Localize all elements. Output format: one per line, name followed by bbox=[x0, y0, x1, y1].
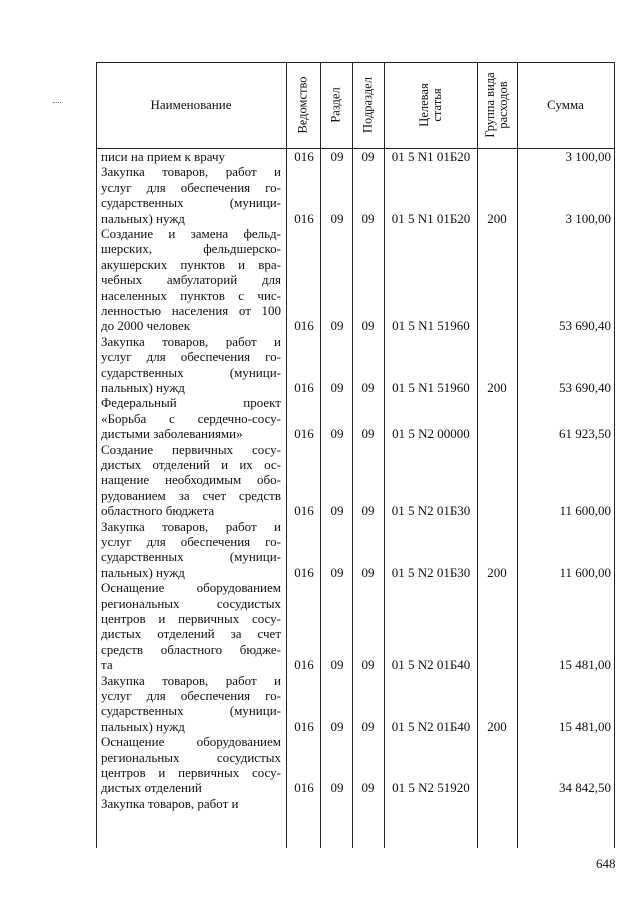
header-name-label: Наименование bbox=[150, 97, 232, 112]
row-name bbox=[101, 334, 281, 396]
row-vedomstvo: 016 bbox=[294, 718, 314, 734]
row-vedomstvo: 016 bbox=[294, 780, 314, 796]
row-razdel: 09 bbox=[330, 657, 344, 673]
row-celevaya: 01 5 N1 01Б20 bbox=[391, 149, 471, 164]
header-podrazdel bbox=[352, 62, 384, 148]
table-row bbox=[96, 395, 615, 441]
row-razdel: 09 bbox=[330, 149, 344, 164]
row-podrazdel: 09 bbox=[361, 210, 375, 226]
row-name bbox=[101, 734, 281, 796]
row-vedomstvo: 016 bbox=[294, 503, 314, 519]
row-vedomstvo: 016 bbox=[294, 379, 314, 395]
row-vedomstvo: 016 bbox=[294, 657, 314, 673]
budget-table bbox=[96, 62, 615, 848]
row-summa: 34 842,50 bbox=[559, 780, 611, 796]
row-celevaya: 01 5 N1 51960 bbox=[392, 379, 470, 395]
table-row bbox=[96, 164, 615, 226]
header-celevaya bbox=[384, 62, 477, 148]
row-name-line: дистых отделений за счет bbox=[101, 626, 281, 642]
row-podrazdel: 09 bbox=[361, 657, 375, 673]
row-razdel: 09 bbox=[330, 379, 344, 395]
row-name-line: дистыми заболеваниями» bbox=[101, 426, 243, 442]
row-name bbox=[101, 395, 281, 441]
row-name-line: Закупка товаров, работ и bbox=[101, 164, 281, 180]
row-name-line: «Борьба с сердечно-сосу- bbox=[101, 410, 281, 426]
row-celevaya: 01 5 N2 51920 bbox=[392, 780, 470, 796]
row-summa: 11 600,00 bbox=[559, 564, 611, 580]
header-podrazdel-label: Подраздел bbox=[360, 77, 375, 133]
row-summa: 53 690,40 bbox=[559, 318, 611, 334]
row-vedomstvo: 016 bbox=[294, 564, 314, 580]
header-summa-label: Сумма bbox=[547, 97, 584, 112]
row-gruppa: 200 bbox=[487, 210, 507, 226]
row-name-line: Закупка товаров, работ и bbox=[101, 672, 281, 688]
row-podrazdel: 09 bbox=[361, 149, 375, 164]
row-name-line: населенных пунктов с чис- bbox=[101, 287, 281, 303]
row-name-line: пальных) нужд bbox=[101, 564, 185, 580]
row-name-line: региональных сосудистых bbox=[101, 749, 281, 765]
row-razdel: 09 bbox=[330, 564, 344, 580]
row-celevaya: 01 5 N2 01Б30 bbox=[391, 564, 471, 580]
row-gruppa: 200 bbox=[487, 718, 507, 734]
row-podrazdel: 09 bbox=[361, 780, 375, 796]
row-name bbox=[101, 673, 281, 735]
row-name-line: дистых отделений bbox=[101, 780, 202, 796]
header-razdel bbox=[320, 62, 352, 148]
row-name-line: до 2000 человек bbox=[101, 318, 191, 334]
row-name bbox=[101, 796, 281, 811]
row-summa: 11 600,00 bbox=[559, 503, 611, 519]
row-name-line: услуг для обеспечения го- bbox=[101, 534, 281, 549]
row-celevaya: 01 5 N1 01Б20 bbox=[391, 210, 471, 226]
row-razdel: 09 bbox=[330, 426, 344, 442]
row-name-line: Создание первичных сосу- bbox=[101, 441, 281, 457]
row-podrazdel: 09 bbox=[361, 718, 375, 734]
header-razdel-label: Раздел bbox=[328, 87, 343, 123]
row-name-line: областного бюджета bbox=[101, 503, 215, 519]
row-name-line: пальных) нужд bbox=[101, 718, 185, 734]
table-row bbox=[96, 673, 615, 735]
row-name bbox=[101, 580, 281, 672]
row-name-line: центров и первичных сосу- bbox=[101, 765, 281, 780]
table-row bbox=[96, 580, 615, 672]
row-name bbox=[101, 149, 281, 164]
row-name bbox=[101, 519, 281, 581]
row-name-line: писи на прием к врачу bbox=[101, 149, 226, 164]
row-summa: 53 690,40 bbox=[559, 379, 611, 395]
table-row bbox=[96, 519, 615, 581]
row-podrazdel: 09 bbox=[361, 318, 375, 334]
row-summa: 3 100,00 bbox=[565, 149, 611, 164]
page-number: 648 bbox=[596, 856, 616, 871]
margin-mark bbox=[53, 102, 61, 103]
row-podrazdel: 09 bbox=[361, 426, 375, 442]
row-name-line: услуг для обеспечения го- bbox=[101, 349, 281, 365]
header-celevaya-line1: Целевая bbox=[416, 83, 431, 127]
row-name-line: услуг для обеспечения го- bbox=[101, 688, 281, 703]
row-name-line: Федеральный проект bbox=[101, 395, 281, 411]
row-podrazdel: 09 bbox=[361, 564, 375, 580]
row-name-line: услуг для обеспечения го- bbox=[101, 179, 281, 195]
row-razdel: 09 bbox=[330, 718, 344, 734]
table-row bbox=[96, 734, 615, 796]
row-name-line: сударственных (муници- bbox=[101, 549, 281, 565]
table-row bbox=[96, 796, 615, 811]
table-row bbox=[96, 442, 615, 519]
table-row bbox=[96, 149, 615, 164]
row-name-line: региональных сосудистых bbox=[101, 595, 281, 611]
row-name-line: Оснащение оборудованием bbox=[101, 580, 281, 596]
row-name-line: рудованием за счет средств bbox=[101, 487, 281, 503]
row-summa: 15 481,00 bbox=[559, 657, 611, 673]
row-name bbox=[101, 226, 281, 334]
row-name-line: сударственных (муници- bbox=[101, 703, 281, 719]
row-razdel: 09 bbox=[330, 318, 344, 334]
row-name-line: шерских, фельдшерско- bbox=[101, 241, 281, 257]
row-name bbox=[101, 442, 281, 519]
header-gruppa bbox=[477, 62, 517, 148]
row-name-line: центров и первичных сосу- bbox=[101, 611, 281, 626]
row-summa: 15 481,00 bbox=[559, 718, 611, 734]
row-name bbox=[101, 164, 281, 226]
header-celevaya-label bbox=[418, 83, 444, 126]
row-name-line: Создание и замена фельд- bbox=[101, 226, 281, 241]
row-vedomstvo: 016 bbox=[294, 210, 314, 226]
row-name-line: Оснащение оборудованием bbox=[101, 734, 281, 750]
row-name-line: та bbox=[101, 657, 113, 673]
row-name-line: акушерских пунктов и вра- bbox=[101, 256, 281, 272]
row-name-line: Закупка товаров, работ и bbox=[101, 518, 281, 534]
row-celevaya: 01 5 N2 00000 bbox=[392, 426, 470, 442]
row-name-line: дистых отделений и их ос- bbox=[101, 457, 281, 472]
header-vedomstvo-label: Ведомство bbox=[295, 76, 310, 134]
table-row bbox=[96, 226, 615, 334]
row-name-line: сударственных (муници- bbox=[101, 364, 281, 380]
header-gruppa-label bbox=[484, 72, 510, 137]
header-name bbox=[96, 62, 286, 148]
row-celevaya: 01 5 N1 51960 bbox=[392, 318, 470, 334]
row-celevaya: 01 5 N2 01Б40 bbox=[391, 657, 471, 673]
table-row bbox=[96, 334, 615, 396]
row-razdel: 09 bbox=[330, 503, 344, 519]
row-name-line: Закупка товаров, работ и bbox=[101, 333, 281, 349]
row-name-line: чебных амбулаторий для bbox=[101, 272, 281, 288]
row-name-line: пальных) нужд bbox=[101, 210, 185, 226]
row-razdel: 09 bbox=[330, 210, 344, 226]
row-gruppa: 200 bbox=[487, 379, 507, 395]
header-gruppa-line1: Группа вида bbox=[483, 72, 497, 138]
header-summa bbox=[517, 62, 614, 148]
row-podrazdel: 09 bbox=[361, 503, 375, 519]
row-name-line: пальных) нужд bbox=[101, 380, 185, 396]
row-name-line: сударственных (муници- bbox=[101, 195, 281, 211]
row-vedomstvo: 016 bbox=[294, 426, 314, 442]
row-name-line: средств областного бюдже- bbox=[101, 641, 281, 657]
row-razdel: 09 bbox=[330, 780, 344, 796]
row-gruppa: 200 bbox=[487, 564, 507, 580]
header-celevaya-line2: статья bbox=[429, 88, 444, 122]
row-summa: 3 100,00 bbox=[565, 210, 611, 226]
row-vedomstvo: 016 bbox=[294, 318, 314, 334]
header-gruppa-line2: расходов bbox=[496, 81, 510, 129]
row-podrazdel: 09 bbox=[361, 379, 375, 395]
row-name-line: ленностью населения от 100 bbox=[101, 303, 281, 319]
row-name-line: нащение необходимым обо- bbox=[101, 472, 281, 488]
row-celevaya: 01 5 N2 01Б40 bbox=[391, 718, 471, 734]
row-summa: 61 923,50 bbox=[559, 426, 611, 442]
row-name-line: Закупка товаров, работ и bbox=[101, 795, 239, 811]
header-vedomstvo bbox=[286, 62, 320, 148]
row-vedomstvo: 016 bbox=[294, 149, 314, 164]
row-celevaya: 01 5 N2 01Б30 bbox=[391, 503, 471, 519]
